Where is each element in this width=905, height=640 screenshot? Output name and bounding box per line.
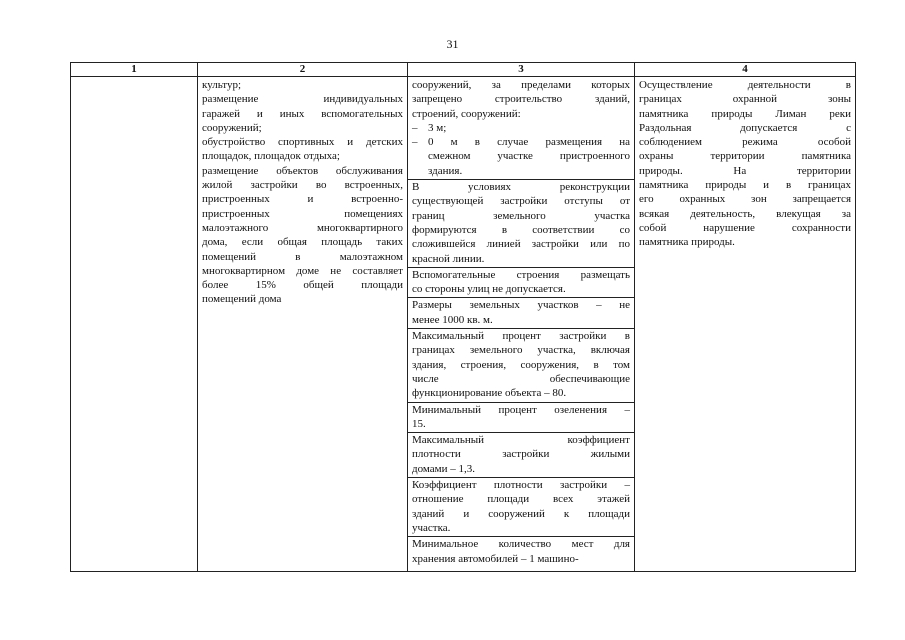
table-row	[71, 77, 856, 572]
text-line: 3 м;	[428, 121, 447, 134]
regulations-table	[70, 62, 856, 572]
paragraph	[412, 433, 630, 476]
bullet-item	[412, 121, 630, 135]
text-line: сооружений, за пределами которых	[412, 79, 630, 91]
text-line: памятника природы и в границах	[639, 179, 851, 192]
bullet-marker: –	[412, 136, 418, 149]
text-line: строений, сооружений:	[412, 107, 521, 120]
text-line: В условиях реконструкции	[412, 181, 630, 194]
text-line: границах земельного участка, включая	[412, 344, 630, 357]
restrictions-text	[639, 78, 851, 250]
text-line: сооружений;	[202, 121, 262, 134]
column-header-1: 1	[71, 63, 198, 77]
text-line: более 15% общей площади	[202, 279, 403, 292]
cell-col1	[71, 77, 198, 572]
text-line: Максимальный процент застройки в	[412, 330, 630, 343]
paragraph	[412, 403, 630, 432]
permitted-uses-text	[202, 78, 403, 307]
text-line: отношение площади всех этажей	[412, 493, 630, 506]
text-line: Максимальный коэффициент	[412, 434, 630, 447]
text-line: гаражей и иных вспомогательных	[202, 107, 403, 120]
text-line: природы. На территории	[639, 164, 851, 177]
text-line: запрещено строительство зданий,	[412, 93, 630, 106]
cell-col2	[198, 77, 408, 572]
text-line: 0 м в случае размещения на	[428, 136, 630, 149]
paragraph	[412, 478, 630, 535]
cell-col4	[635, 77, 856, 572]
text-line: малоэтажного многоквартирного	[202, 221, 403, 234]
text-line: Вспомогательные строения размещать	[412, 268, 630, 281]
text-line: обустройство спортивных и детских	[202, 136, 403, 149]
text-line: Минимальный процент озеленения –	[412, 403, 630, 416]
text-line: границах охранной зоны	[639, 93, 851, 106]
text-line: многоквартирном доме не составляет	[202, 264, 403, 277]
text-line: сложившейся линией застройки или по	[412, 238, 630, 251]
bullet-text	[428, 121, 630, 135]
text-line: его охранных зон запрещается	[639, 193, 851, 206]
column-header-4: 4	[635, 63, 856, 77]
column-header-2: 2	[198, 63, 408, 77]
bullet-text	[428, 135, 630, 178]
text-line: Минимальное количество мест для	[412, 538, 630, 551]
text-line: плотности застройки жилыми	[412, 448, 630, 461]
text-line: Осуществление деятельности в	[639, 79, 851, 91]
text-line: формируются в соответствии со	[412, 223, 630, 236]
text-line: Раздольная допускается с	[639, 121, 851, 134]
paragraph	[412, 537, 630, 566]
text-line: собой нарушение сохранности	[639, 221, 851, 234]
text-line: площадок, площадок отдыха;	[202, 150, 340, 163]
page-number: 31	[446, 37, 459, 51]
text-line: домами – 1,3.	[412, 462, 476, 475]
header-row	[71, 63, 856, 77]
text-line: дома, если общая площадь таких	[202, 236, 403, 249]
text-line: зданий и сооружений к площади	[412, 507, 630, 520]
text-line: памятника природы Лиман реки	[639, 107, 851, 120]
text-line: охраны территории памятника	[639, 150, 851, 163]
text-line: помещений дома	[202, 293, 282, 306]
column-header-3: 3	[408, 63, 635, 77]
text-line: существующей застройки отступы от	[412, 195, 630, 208]
text-line: границ земельного участка	[412, 209, 630, 222]
bullet-item	[412, 135, 630, 178]
text-line: Коэффициент плотности застройки –	[412, 479, 630, 492]
text-line: здания, строения, сооружения, в том	[412, 358, 630, 371]
text-line: Размеры земельных участков – не	[412, 299, 630, 312]
text-line: размещение объектов обслуживания	[202, 164, 403, 177]
text-line: функционирование объекта – 80.	[412, 387, 567, 400]
paragraph	[412, 180, 630, 266]
bullet-marker: –	[412, 121, 418, 134]
text-line: красной линии.	[412, 252, 485, 265]
parameters-text	[412, 78, 630, 566]
text-line: 15.	[412, 417, 426, 430]
text-line: пристроенных и встроенно-	[202, 193, 403, 206]
text-line: соблюдением режима особой	[639, 136, 851, 149]
text-line: со стороны улиц не допускается.	[412, 283, 566, 296]
text-line: жилой застройки во встроенных,	[202, 179, 403, 192]
text-line: менее 1000 кв. м.	[412, 313, 493, 326]
text-line: числе обеспечивающие	[412, 372, 630, 385]
text-line: пристроенных помещениях	[202, 207, 403, 220]
text-line: всякая деятельность, влекущая за	[639, 207, 851, 220]
paragraph	[412, 329, 630, 400]
text-line: помещений в малоэтажном	[202, 250, 403, 263]
cell-col3	[408, 77, 635, 572]
text-line: размещение индивидуальных	[202, 93, 403, 106]
text-line: участка.	[412, 521, 451, 534]
text-line: памятника природы.	[639, 236, 735, 249]
text-line: хранения автомобилей – 1 машино-	[412, 552, 579, 565]
text-line: здания.	[428, 164, 463, 177]
paragraph	[412, 298, 630, 327]
paragraph	[412, 268, 630, 297]
text-line: смежном участке пристроенного	[428, 150, 630, 163]
text-line: культур;	[202, 79, 242, 91]
